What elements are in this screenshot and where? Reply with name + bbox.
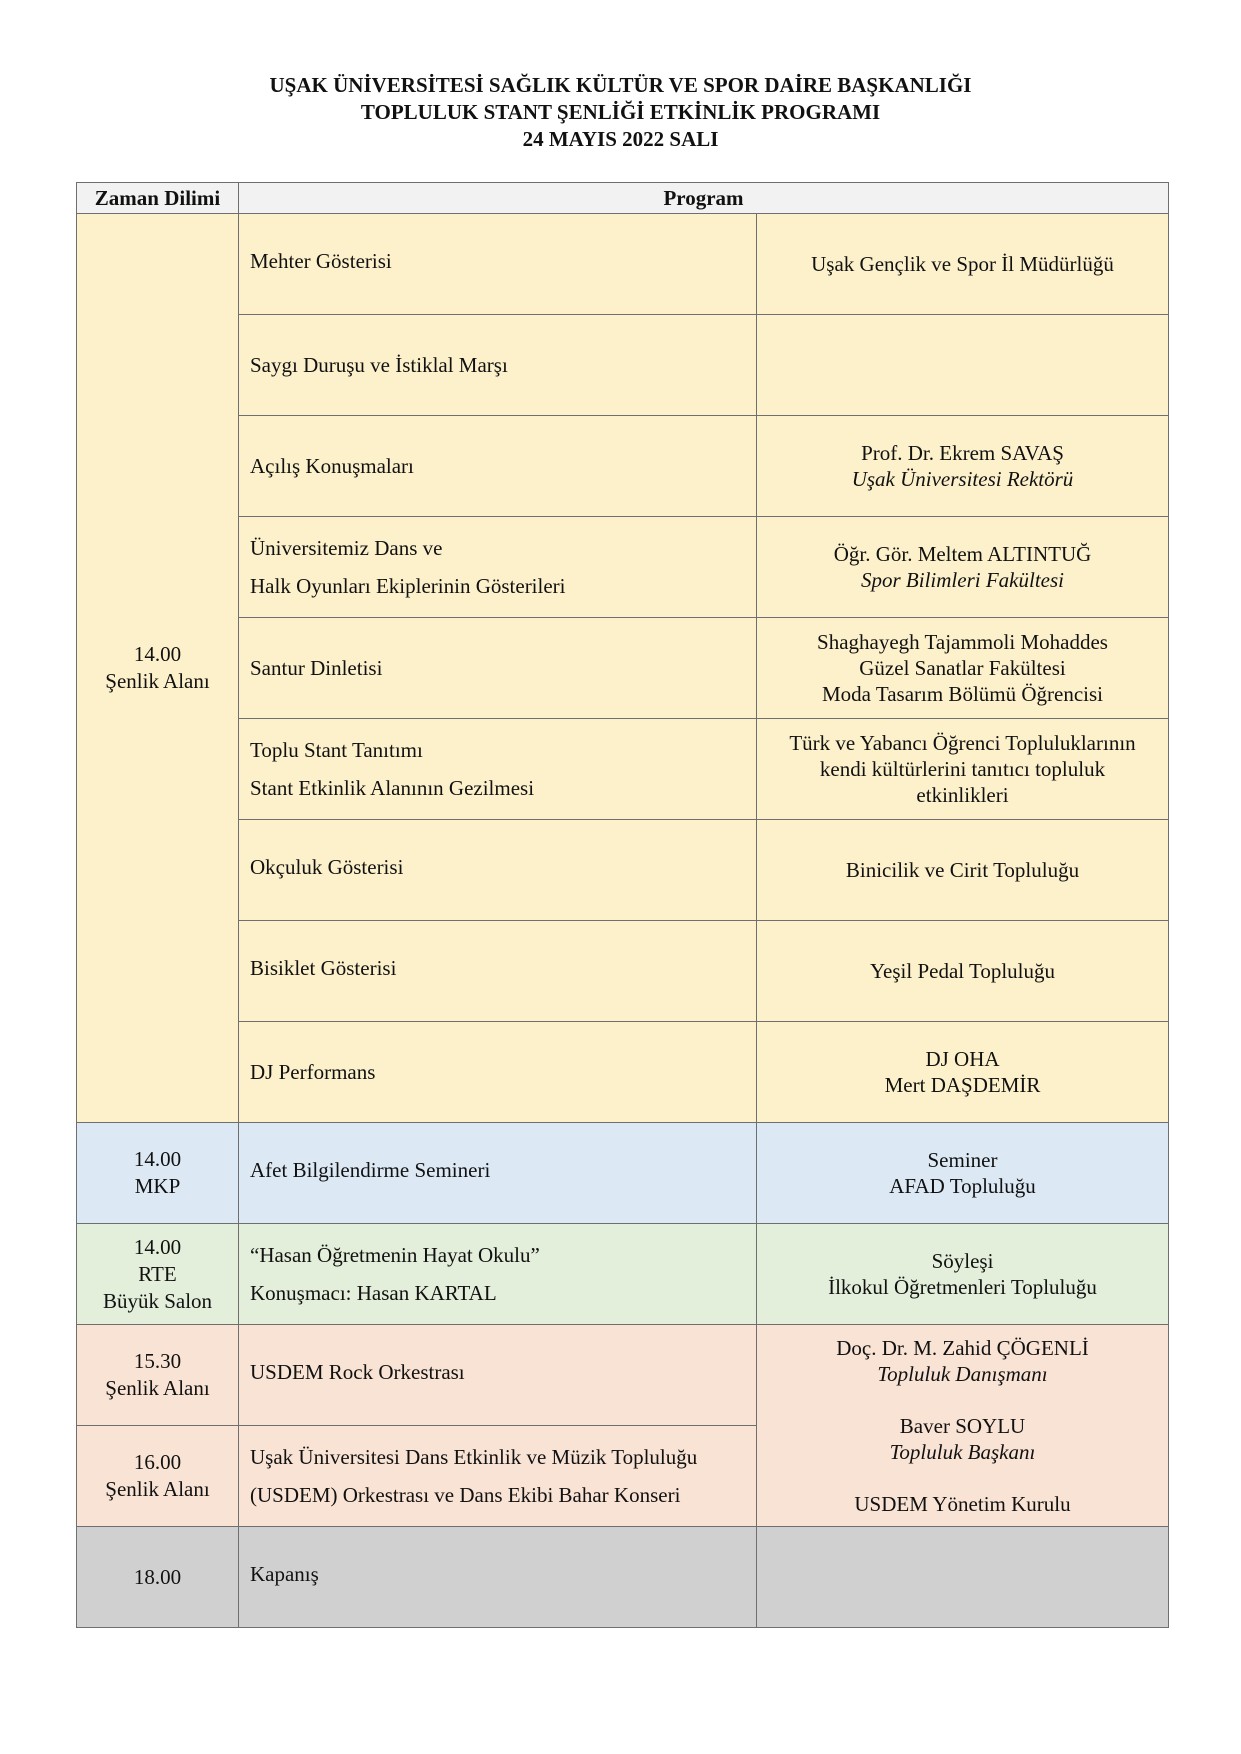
activity-line: Bisiklet Gösterisi: [250, 956, 397, 980]
table-row: [77, 820, 1169, 921]
activity-line: Uşak Üniversitesi Dans Etkinlik ve Müzik Topluluğu: [250, 1445, 698, 1469]
time-value: 16.00: [133, 1450, 182, 1474]
activity-cell: [239, 1325, 757, 1426]
activity-cell: [239, 315, 757, 416]
time-value: 18.00: [133, 1564, 182, 1589]
activity-line: Halk Oyunları Ekiplerinin Gösterileri: [250, 574, 566, 598]
responsible-cell-usdem: [757, 1325, 1169, 1527]
responsible-cell: [757, 820, 1169, 921]
activity-cell: [239, 517, 757, 618]
time-value: 15.30: [133, 1349, 182, 1373]
responsible-cell: [757, 517, 1169, 618]
place-value: Büyük Salon: [102, 1288, 213, 1313]
place-value: Şenlik Alanı: [105, 669, 210, 693]
activity-cell: [239, 1123, 757, 1224]
time-cell-mkp: [77, 1123, 239, 1224]
place-value: Şenlik Alanı: [105, 1477, 210, 1501]
header-line-2: TOPLULUK STANT ŞENLİĞİ ETKİNLİK PROGRAMI: [360, 100, 881, 124]
responsible-cell: [757, 1527, 1169, 1628]
activity-cell: [239, 921, 757, 1022]
responsible-line: Baver SOYLU: [899, 1413, 1026, 1438]
activity-line: Stant Etkinlik Alanının Gezilmesi: [250, 776, 535, 800]
table-row: [77, 921, 1169, 1022]
table-row: [77, 315, 1169, 416]
activity-cell: [239, 214, 757, 315]
activity-cell: [239, 1022, 757, 1123]
table-row: [77, 1325, 1169, 1426]
program-table: [76, 182, 1169, 1628]
activity-line: Açılış Konuşmaları: [250, 454, 414, 478]
time-cell-senlik: [77, 214, 239, 1123]
responsible-cell: [757, 315, 1169, 416]
activity-cell: [239, 1426, 757, 1527]
activity-line: Kapanış: [250, 1562, 319, 1586]
activity-cell: [239, 1527, 757, 1628]
responsible-cell: [757, 1022, 1169, 1123]
table-row: [77, 416, 1169, 517]
activity-line: “Hasan Öğretmenin Hayat Okulu”: [250, 1243, 540, 1267]
responsible-line: Söyleşi: [931, 1249, 994, 1273]
place-value: Şenlik Alanı: [105, 1376, 210, 1400]
responsible-role: Spor Bilimleri Fakültesi: [861, 568, 1064, 592]
activity-line: Konuşmacı: Hasan KARTAL: [250, 1281, 497, 1305]
responsible-line: Moda Tasarım Bölümü Öğrencisi: [821, 682, 1104, 706]
activity-line: Afet Bilgilendirme Semineri: [250, 1158, 491, 1182]
document-header: [0, 72, 1241, 153]
responsible-cell: [757, 416, 1169, 517]
column-header-time: Zaman Dilimi: [77, 183, 239, 214]
responsible-line: Öğr. Gör. Meltem ALTINTUĞ: [833, 542, 1092, 566]
activity-line: (USDEM) Orkestrası ve Dans Ekibi Bahar Konseri: [250, 1483, 681, 1507]
responsible-line: DJ OHA: [925, 1047, 1000, 1071]
responsible-line: AFAD Topluluğu: [889, 1174, 1036, 1198]
responsible-cell: [757, 618, 1169, 719]
responsible-line: etkinlikleri: [916, 783, 1009, 807]
activity-line: Toplu Stant Tanıtımı: [250, 738, 423, 762]
time-cell-1530: [77, 1325, 239, 1426]
time-cell-closing: [77, 1527, 239, 1628]
time-value: 14.00: [133, 1147, 182, 1171]
table-row: [77, 1224, 1169, 1325]
activity-line: USDEM Rock Orkestrası: [250, 1360, 465, 1384]
table-header-row: [77, 183, 1169, 214]
responsible-line: İlkokul Öğretmenleri Topluluğu: [828, 1275, 1097, 1299]
responsible-line: Binicilik ve Cirit Topluluğu: [845, 858, 1080, 882]
responsible-line: Türk ve Yabancı Öğrenci Topluluklarının: [789, 731, 1136, 755]
table-row: [77, 1022, 1169, 1123]
time-value: 14.00: [133, 1234, 182, 1259]
activity-line: Saygı Duruşu ve İstiklal Marşı: [250, 353, 508, 377]
time-cell-rte: [77, 1224, 239, 1325]
responsible-line: Prof. Dr. Ekrem SAVAŞ: [861, 441, 1064, 465]
table-row: [77, 214, 1169, 315]
activity-cell: [239, 820, 757, 921]
column-header-program: Program: [239, 183, 1169, 214]
responsible-cell: [757, 719, 1169, 820]
header-line-1: UŞAK ÜNİVERSİTESİ SAĞLIK KÜLTÜR VE SPOR DAİRE BAŞKANLIĞI: [269, 73, 972, 97]
responsible-line: USDEM Yönetim Kurulu: [854, 1491, 1071, 1516]
table-row: [77, 618, 1169, 719]
activity-cell: [239, 618, 757, 719]
activity-cell: [239, 719, 757, 820]
responsible-line: Mert DAŞDEMİR: [884, 1073, 1041, 1097]
responsible-cell: [757, 921, 1169, 1022]
responsible-line: Shaghayegh Tajammoli Mohaddes: [817, 630, 1108, 654]
responsible-cell: [757, 1123, 1169, 1224]
activity-line: Okçuluk Gösterisi: [250, 855, 404, 879]
header-line-3: 24 MAYIS 2022 SALI: [522, 127, 719, 151]
responsible-line: Doç. Dr. M. Zahid ÇÖGENLİ: [836, 1335, 1089, 1360]
responsible-line: kendi kültürlerini tanıtıcı topluluk: [819, 757, 1106, 781]
activity-cell: [239, 1224, 757, 1325]
responsible-line: Uşak Gençlik ve Spor İl Müdürlüğü: [811, 252, 1114, 276]
responsible-cell: [757, 1224, 1169, 1325]
activity-line: DJ Performans: [250, 1060, 376, 1084]
time-value: 14.00: [133, 642, 182, 666]
activity-line: Mehter Gösterisi: [250, 249, 392, 273]
activity-line: Üniversitemiz Dans ve: [250, 536, 443, 560]
responsible-role: Uşak Üniversitesi Rektörü: [851, 467, 1074, 491]
table-row: [77, 719, 1169, 820]
activity-cell: [239, 416, 757, 517]
table-row: [77, 1123, 1169, 1224]
activity-line: Santur Dinletisi: [250, 656, 383, 680]
time-cell-1600: [77, 1426, 239, 1527]
responsible-role: Topluluk Danışmanı: [877, 1361, 1048, 1386]
responsible-role: Topluluk Başkanı: [889, 1439, 1036, 1464]
table-row: [77, 1527, 1169, 1628]
place-value: MKP: [134, 1174, 181, 1198]
responsible-line: Güzel Sanatlar Fakültesi: [859, 656, 1066, 680]
table-row: [77, 517, 1169, 618]
responsible-cell: [757, 214, 1169, 315]
responsible-line: Seminer: [927, 1148, 998, 1172]
responsible-line: Yeşil Pedal Topluluğu: [869, 959, 1056, 983]
place-value: RTE: [138, 1261, 177, 1286]
